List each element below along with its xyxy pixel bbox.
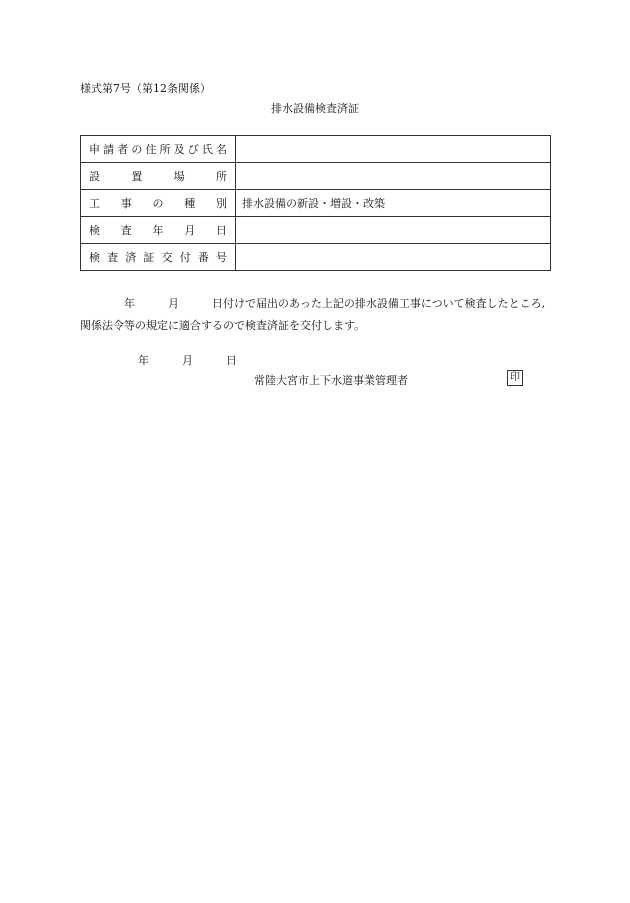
label-char: 申 <box>89 143 100 156</box>
work-type-label <box>81 190 236 217</box>
label-char: 検 <box>89 251 100 264</box>
issue-date: 年 月 日 <box>138 354 237 367</box>
body-line-1: 年 月 日付けで届出のあった上記の排水設備工事について検査したところ, <box>80 297 546 310</box>
label-char: 証 <box>143 251 155 264</box>
label-char: 別 <box>216 197 227 210</box>
label-char: 請 <box>103 143 115 156</box>
seal-box: 印 <box>507 370 523 386</box>
certificate-body <box>80 293 560 337</box>
label-char: 場 <box>173 170 185 183</box>
label-char: 査 <box>120 224 132 237</box>
label-char: 年 <box>152 224 164 237</box>
label-char: 月 <box>184 224 196 237</box>
label-char: 済 <box>125 251 137 264</box>
label-char: 氏 <box>201 143 213 156</box>
certificate-number-label <box>81 244 236 271</box>
form-number: 様式第7号（第12条関係） <box>80 82 211 95</box>
table-row <box>81 136 551 163</box>
work-type-value: 排水設備の新設・増設・改築 <box>236 190 551 217</box>
applicant-value <box>236 136 551 163</box>
label-char: 所 <box>159 143 171 156</box>
certificate-number-value <box>236 244 551 271</box>
applicant-label <box>81 136 236 163</box>
label-char: 交 <box>161 251 173 264</box>
certificate-table <box>80 135 551 271</box>
inspection-date-value <box>236 217 551 244</box>
table-row <box>81 217 551 244</box>
table-row <box>81 163 551 190</box>
label-char: 日 <box>216 224 227 237</box>
label-char: 種 <box>184 197 196 210</box>
label-char: の <box>131 143 143 156</box>
label-char: 者 <box>117 143 129 156</box>
label-char: び <box>187 143 199 156</box>
label-char: 番 <box>197 251 209 264</box>
label-char: 工 <box>89 197 100 210</box>
label-char: 設 <box>89 170 100 183</box>
issuer-name: 常陸大宮市上下水道事業管理者 <box>254 374 408 387</box>
label-char: 号 <box>215 251 227 264</box>
label-char: 置 <box>131 170 143 183</box>
body-line-2: 関係法令等の規定に適合するので検査済証を交付します。 <box>80 319 366 332</box>
table-row <box>81 244 551 271</box>
table-row <box>81 190 551 217</box>
label-char: 査 <box>107 251 119 264</box>
location-value <box>236 163 551 190</box>
label-char: 所 <box>215 170 227 183</box>
label-char: 検 <box>89 224 100 237</box>
document-title: 排水設備検査済証 <box>271 102 359 115</box>
label-char: 事 <box>120 197 132 210</box>
location-label <box>81 163 236 190</box>
label-char: の <box>152 197 164 210</box>
inspection-date-label <box>81 217 236 244</box>
label-char: 及 <box>173 143 185 156</box>
label-char: 住 <box>145 143 157 156</box>
label-char: 付 <box>179 251 191 264</box>
label-char: 名 <box>215 143 227 156</box>
